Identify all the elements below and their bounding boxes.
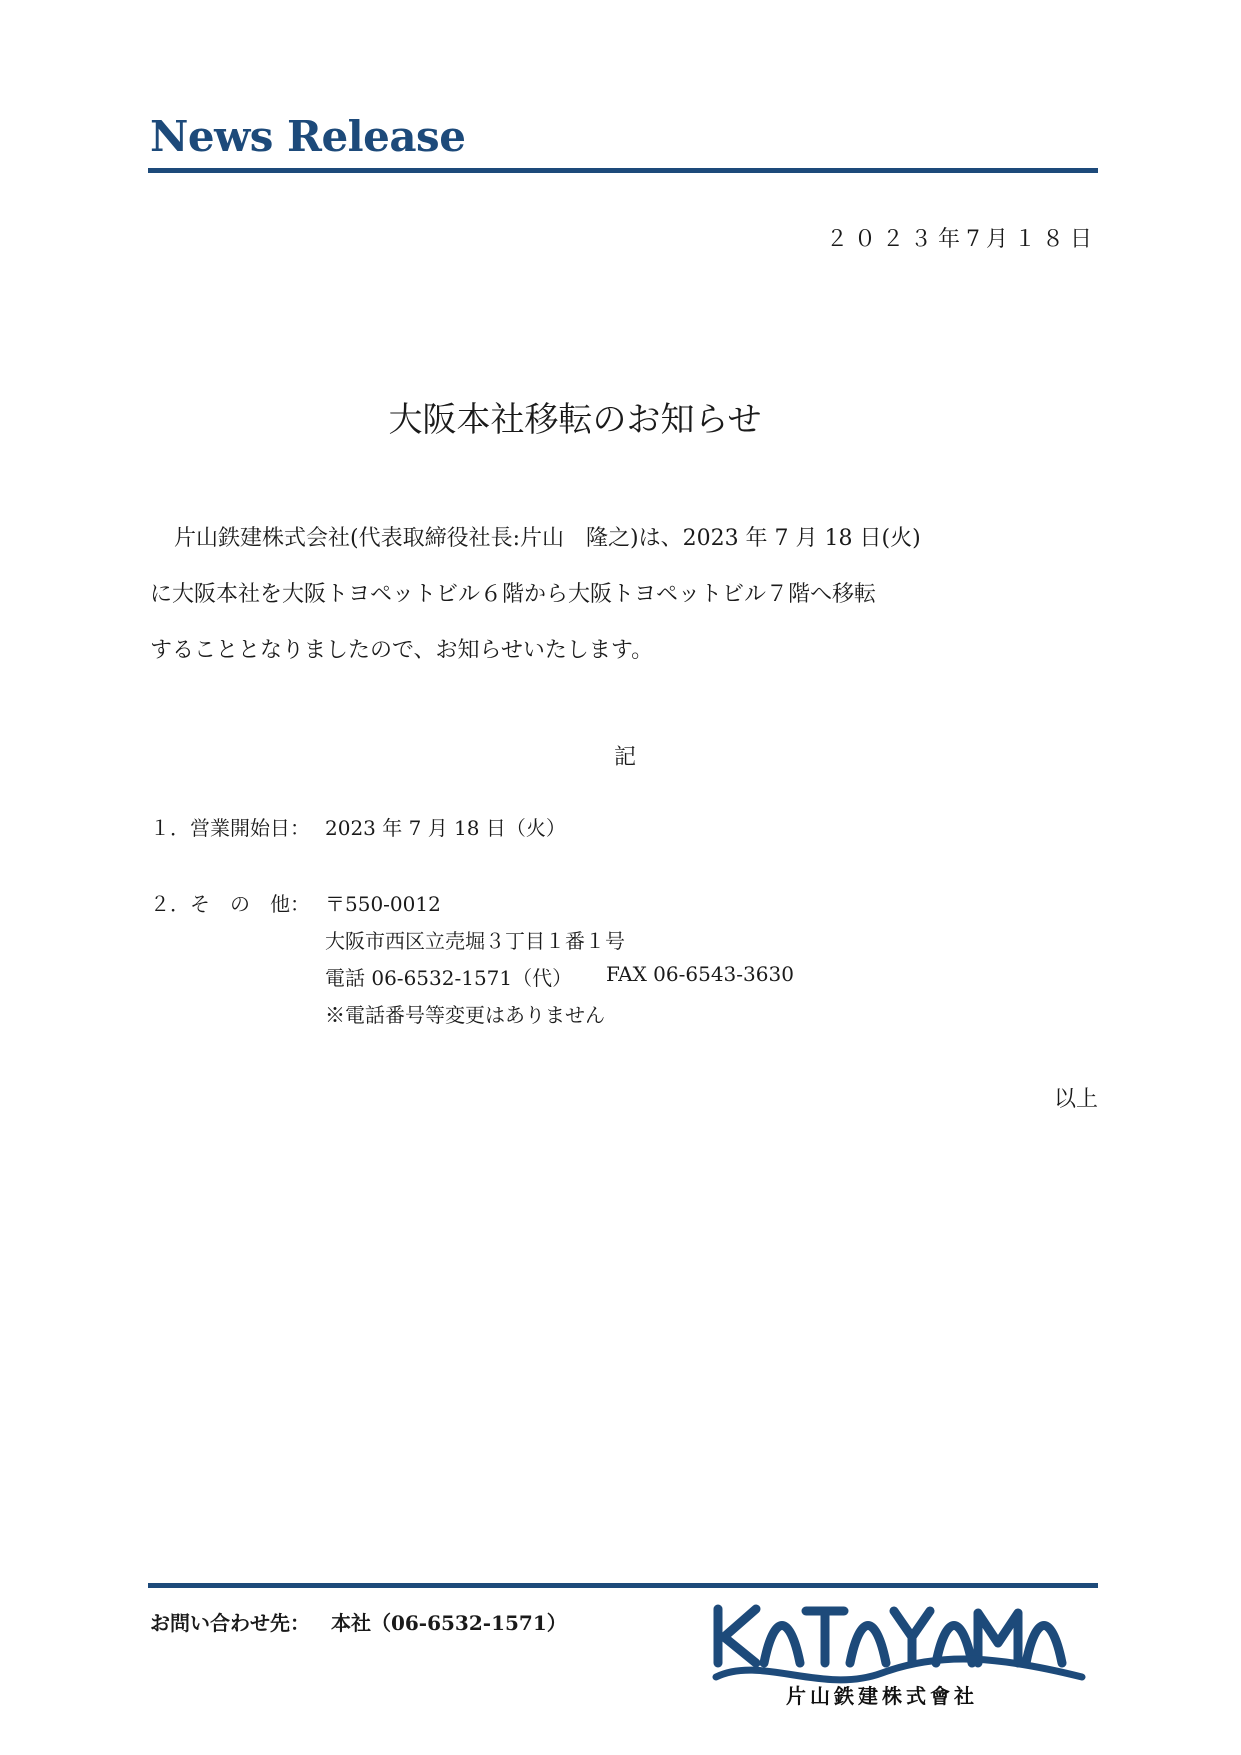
body-line-1: 片山鉄建株式会社(代表取締役社長:片山 隆之)は、2023 年 7 月 18 日(火) (174, 526, 921, 551)
footer-rule (148, 1583, 1098, 1588)
item2-label: ２．そ の 他： (150, 892, 310, 916)
ki-heading: 記 (613, 745, 636, 770)
item1-label: １．営業開始日： (150, 816, 310, 840)
fax-number: FAX 06-6543-3630 (606, 962, 794, 986)
body-line-3: することとなりましたので、お知らせいたします。 (150, 638, 654, 663)
body-line-2: に大阪本社を大阪トヨペットビル６階から大阪トヨペットビル７階へ移転 (150, 582, 877, 607)
contact-info (150, 1607, 567, 1636)
phone-number: 電話 06-6532-1571（代） (325, 966, 573, 990)
closing-ijo: 以上 (1053, 1087, 1098, 1112)
postal-code: 〒550-0012 (325, 892, 441, 916)
address: 大阪市西区立売堀３丁目１番１号 (325, 929, 625, 953)
contact-label: お問い合わせ先： (150, 1611, 310, 1635)
contact-value: 本社（06-6532-1571） (330, 1611, 567, 1635)
header-rule (148, 168, 1098, 173)
change-note: ※電話番号等変更はありません (325, 1003, 605, 1027)
item1-value: 2023 年 7 月 18 日（火） (325, 816, 566, 840)
release-date: ２０２３年7月１８日 (826, 227, 1098, 252)
company-name-mark: 片山鉄建株式會社 (786, 1684, 978, 1708)
news-release-title: News Release (150, 112, 466, 161)
document-title: 大阪本社移転のお知らせ (388, 400, 762, 440)
